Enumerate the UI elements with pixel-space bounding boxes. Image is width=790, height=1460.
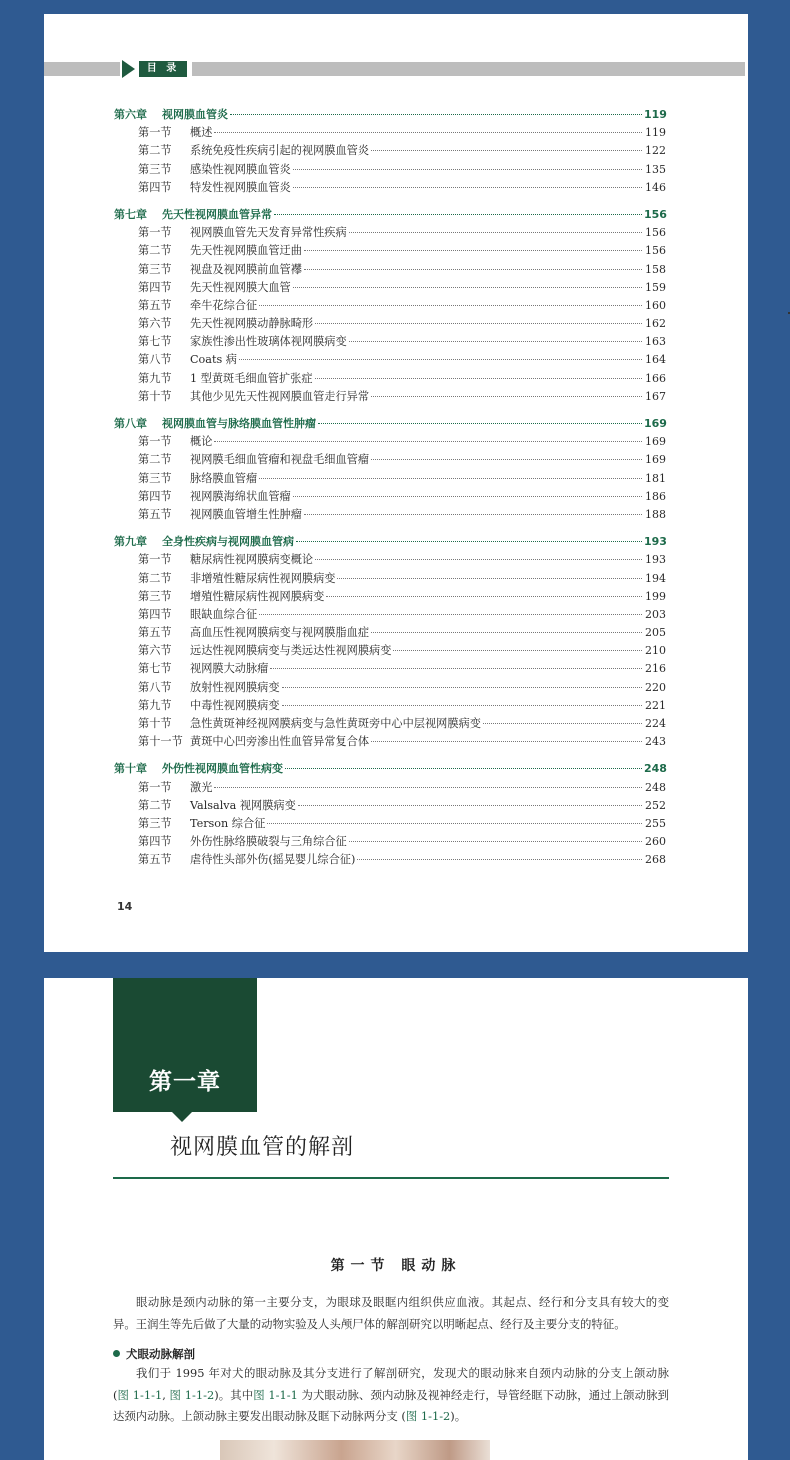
- dot-leader: [293, 287, 642, 288]
- toc-section-entry-number: 第七节: [138, 335, 172, 349]
- toc-section-entry-title: 家族性渗出性玻璃体视网膜病变: [190, 335, 347, 349]
- toc-chapter-entry-number: 第九章: [114, 535, 147, 549]
- toc-section-entry-page: 122: [645, 144, 666, 158]
- toc-section-entry-number: 第三节: [138, 262, 172, 276]
- toc-section-entry[interactable]: [114, 815, 666, 833]
- dot-leader: [304, 250, 642, 251]
- toc-chapter-entry-number: 第十章: [114, 762, 147, 776]
- toc-section-entry-number: 第十节: [138, 717, 172, 730]
- dot-leader: [337, 578, 642, 579]
- toc-section-entry-title: 视网膜大动脉瘤: [190, 662, 269, 676]
- dot-leader: [315, 323, 642, 324]
- subheading: [113, 1346, 195, 1362]
- figure-ref-link[interactable]: 图 1-1-2: [405, 1409, 451, 1423]
- chapter-label: 第一章: [149, 1069, 221, 1095]
- figure-ref-link[interactable]: 图 1-1-1: [253, 1387, 298, 1402]
- toc-section-entry-number: 第二节: [138, 798, 172, 812]
- body-text-c: 为犬眼动脉、颈内动脉及视神经走行，导管经眶下动脉，通过上颌动脉到达颈内动脉。上颌动脉主要发出眼动脉及眶下动脉两分支 (: [113, 1387, 669, 1423]
- toc-section-entry[interactable]: [114, 242, 666, 260]
- body-text-a: 我们于 1995 年对犬的眼动脉及其分支进行了解剖研究，发现犬的眼动脉来自颈内动脉的分支上颌动脉 (: [113, 1366, 669, 1402]
- dot-leader: [357, 859, 642, 860]
- toc-section-entry[interactable]: [114, 551, 666, 569]
- toc-section-entry-page: 156: [645, 244, 666, 258]
- dot-leader: [298, 805, 642, 806]
- toc-section-entry-title: 视网膜海绵状血管瘤: [190, 489, 291, 503]
- toc-section-entry-page: 205: [645, 626, 666, 640]
- toc-section-entry-title: 1 型黄斑毛细血管扩张症: [190, 371, 313, 385]
- header-bar-left: [44, 62, 120, 76]
- toc-section-entry-number: 第二节: [138, 144, 172, 158]
- toc-chapter-entry[interactable]: [114, 415, 666, 433]
- dot-leader: [315, 378, 642, 379]
- toc-section-entry[interactable]: [114, 697, 666, 715]
- toc-section-entry-number: 第一节: [138, 435, 172, 449]
- toc-section-entry-page: 186: [645, 489, 666, 503]
- toc-section-entry-page: 252: [645, 798, 666, 812]
- toc-section-entry-title: 远达性视网膜病变与类远达性视网膜病变: [190, 644, 392, 658]
- toc-section-entry-number: 第五节: [138, 626, 172, 640]
- toc-section-entry-title: 黄斑中心凹旁渗出性血管异常复合体: [190, 735, 370, 749]
- toc-section-entry-page: 203: [645, 607, 666, 621]
- toc-chapter-entry-page: 169: [644, 417, 667, 430]
- toc-section-entry-title: 增殖性糖尿病性视网膜病变: [190, 589, 325, 603]
- toc-section-entry-title: 中毒性视网膜病变: [190, 698, 280, 712]
- toc-section-entry-title: Coats 病: [190, 353, 237, 367]
- toc-section-entry-page: 135: [645, 162, 666, 176]
- toc-section-entry-page: 243: [645, 735, 666, 749]
- header-bar-right: [192, 62, 745, 76]
- dot-leader: [349, 341, 642, 342]
- toc-section-entry-title: 视网膜血管先天发育异常性疾病: [190, 226, 347, 240]
- toc-section-entry-title: 视盘及视网膜前血管襻: [190, 262, 302, 276]
- toc-section-entry[interactable]: [114, 797, 666, 815]
- dot-leader: [296, 541, 642, 542]
- toc-section-entry[interactable]: [114, 642, 666, 660]
- dot-leader: [371, 150, 642, 151]
- toc-chapter: [114, 206, 666, 406]
- dot-leader: [285, 768, 642, 769]
- toc-section-entry-page: 260: [645, 835, 666, 849]
- toc-chapter-entry-number: 第六章: [114, 108, 147, 121]
- dot-leader: [349, 841, 642, 842]
- toc-section-entry-title: Terson 综合征: [190, 816, 266, 830]
- toc-section-entry-title: 视网膜血管增生性肿瘤: [190, 507, 302, 521]
- section-title: 第一节 眼动脉: [330, 1258, 462, 1274]
- chapter-page: [44, 978, 748, 1460]
- toc-section-entry-title: 先天性视网膜血管迂曲: [190, 244, 302, 258]
- toc-section-entry-page: 166: [645, 371, 666, 385]
- toc-section-entry-number: 第九节: [138, 371, 172, 385]
- dot-leader: [259, 478, 642, 479]
- chapter-title: 视网膜血管的解剖: [170, 1135, 355, 1160]
- toc-chapter-entry-page: 119: [644, 108, 667, 121]
- toc-section-entry-page: 169: [645, 435, 666, 449]
- dot-leader: [214, 441, 642, 442]
- toc-section-entry[interactable]: [114, 488, 666, 506]
- toc-chapter-entry[interactable]: [114, 533, 666, 551]
- toc-section-entry-title: Valsalva 视网膜病变: [190, 798, 296, 812]
- dot-leader: [304, 269, 642, 270]
- dot-leader: [293, 496, 642, 497]
- toc-chapter-entry-number: 第七章: [114, 207, 147, 221]
- intro-paragraph: 眼动脉是颈内动脉的第一主要分支，为眼球及眼眶内组织供应血液。其起点、经行和分支具有较大的变异。王润生等先后做了大量的动物实验及人头颅尸体的解剖研究以明晰起点、经行及主要分支的特征。: [113, 1295, 669, 1331]
- toc-section-entry-title: 眼缺血综合征: [190, 607, 258, 621]
- toc-section-entry-number: 第三节: [138, 816, 172, 830]
- dot-leader: [393, 650, 642, 651]
- dot-leader: [259, 614, 642, 615]
- toc-section-entry[interactable]: [114, 733, 666, 751]
- toc-chapter-entry-title: 视网膜血管炎: [162, 108, 228, 121]
- toc-section-entry-number: 第五节: [138, 298, 172, 312]
- toc-section-entry-number: 第八节: [138, 353, 172, 367]
- toc-section-entry[interactable]: [114, 315, 666, 333]
- toc-section-entry-page: 248: [645, 780, 666, 794]
- toc-chapter-entry[interactable]: [114, 206, 666, 224]
- toc-section-entry-page: 156: [645, 226, 666, 240]
- toc-chapter-entry[interactable]: [114, 760, 666, 778]
- toc-section-entry-page: 268: [645, 853, 666, 867]
- dot-leader: [214, 787, 642, 788]
- toc-section-entry-page: 221: [645, 698, 666, 712]
- toc-section-entry-title: 外伤性脉络膜破裂与三角综合征: [190, 835, 347, 849]
- toc-section-entry-title: 其他少见先天性视网膜血管走行异常: [190, 389, 370, 403]
- toc-section-entry-page: 193: [645, 553, 666, 567]
- toc-list: [114, 106, 666, 879]
- toc-section-entry[interactable]: [114, 851, 666, 869]
- dot-leader: [304, 514, 642, 515]
- dot-leader: [371, 459, 642, 460]
- figure-ref-link[interactable]: 图 1-1-1: [117, 1387, 163, 1402]
- toc-section-entry-page: 146: [645, 180, 666, 194]
- toc-section-entry[interactable]: [114, 161, 666, 179]
- toc-section-entry-page: 199: [645, 589, 666, 603]
- toc-section-entry[interactable]: [114, 451, 666, 469]
- toc-section-entry-number: 第十节: [138, 389, 172, 403]
- dot-leader: [259, 305, 642, 306]
- toc-section-entry[interactable]: [114, 506, 666, 524]
- toc-section-entry-page: 188: [645, 507, 666, 521]
- toc-section-entry-page: 169: [645, 453, 666, 467]
- body-text-b: )。其中: [214, 1387, 254, 1402]
- toc-section-entry-title: 虐待性头部外伤(摇晃婴儿综合征): [190, 853, 356, 867]
- toc-section-entry-title: 非增殖性糖尿病性视网膜病变: [190, 571, 336, 585]
- toc-section-entry-number: 第一节: [138, 226, 172, 240]
- toc-section-entry-number: 第一节: [138, 780, 172, 794]
- toc-section-entry[interactable]: [114, 388, 666, 406]
- toc-section-entry-number: 第五节: [138, 853, 172, 867]
- body-text-d: )。: [450, 1409, 467, 1423]
- toc-section-entry-title: 脉络膜血管瘤: [190, 471, 258, 485]
- toc-section-entry-number: 第三节: [138, 162, 172, 176]
- toc-section-entry-title: 糖尿病性视网膜病变概论: [190, 553, 314, 567]
- toc-section-entry-number: 第七节: [138, 662, 172, 676]
- toc-section-entry[interactable]: [114, 624, 666, 642]
- toc-section-entry-number: 第四节: [138, 180, 172, 194]
- toc-section-entry-number: 第十一节: [138, 735, 183, 749]
- toc-section-entry-number: 第二节: [138, 244, 172, 258]
- toc-section-entry[interactable]: [114, 715, 666, 733]
- toc-section-entry-number: 第四节: [138, 489, 172, 503]
- toc-section-entry-page: 255: [645, 816, 666, 830]
- toc-section-entry-page: 216: [645, 662, 666, 676]
- toc-section-entry-title: 牵牛花综合征: [190, 298, 258, 312]
- chapter-label-box: [113, 978, 257, 1112]
- figure-ref-link[interactable]: 图 1-1-2: [169, 1387, 215, 1402]
- toc-section-entry[interactable]: [114, 606, 666, 624]
- toc-section-entry-number: 第八节: [138, 680, 172, 694]
- toc-section-entry-number: 第四节: [138, 280, 172, 294]
- dot-leader: [293, 169, 642, 170]
- toc-section-entry-title: 先天性视网膜大血管: [190, 280, 291, 294]
- dot-leader: [214, 132, 642, 133]
- dot-leader: [270, 668, 642, 669]
- toc-section-entry[interactable]: [114, 679, 666, 697]
- toc-section-entry-title: 概述: [190, 126, 213, 140]
- toc-chapter-entry-number: 第八章: [114, 417, 147, 430]
- dot-leader: [318, 423, 642, 424]
- toc-chapter-entry-page: 248: [644, 762, 667, 776]
- page-number: 14: [117, 900, 133, 913]
- toc-section-entry-number: 第六节: [138, 317, 172, 331]
- toc-section-entry-page: 159: [645, 280, 666, 294]
- toc-section-entry[interactable]: [114, 370, 666, 388]
- toc-section-entry[interactable]: [114, 124, 666, 142]
- toc-section-entry-page: 210: [645, 644, 666, 658]
- toc-section-entry-number: 第九节: [138, 698, 172, 712]
- toc-chapter: [114, 533, 666, 751]
- toc-section-entry[interactable]: [114, 142, 666, 160]
- toc-section-entry-number: 第三节: [138, 471, 172, 485]
- toc-section-entry-page: 158: [645, 262, 666, 276]
- toc-section-entry-number: 第四节: [138, 835, 172, 849]
- dot-leader: [267, 823, 642, 824]
- toc-section-entry-title: 急性黄斑神经视网膜病变与急性黄斑旁中心中层视网膜病变: [190, 717, 481, 730]
- dot-leader: [282, 687, 642, 688]
- toc-section-entry-page: 164: [645, 353, 666, 367]
- toc-chapter: [114, 106, 666, 197]
- toc-section-entry-page: 194: [645, 571, 666, 585]
- toc-section-entry-page: 162: [645, 317, 666, 331]
- toc-header: [44, 60, 748, 78]
- toc-section-entry-title: 激光: [190, 780, 213, 794]
- toc-section-entry-number: 第一节: [138, 126, 172, 140]
- toc-section-entry[interactable]: [114, 351, 666, 369]
- toc-chapter-entry[interactable]: [114, 106, 666, 124]
- chapter-divider: [113, 1177, 669, 1179]
- toc-chapter-entry-page: 193: [644, 535, 667, 549]
- toc-section-entry-number: 第三节: [138, 589, 172, 603]
- toc-section-entry[interactable]: [114, 779, 666, 797]
- toc-page: [44, 14, 748, 952]
- toc-section-entry-number: 第六节: [138, 644, 172, 658]
- dot-leader: [371, 396, 642, 397]
- toc-section-entry-number: 第一节: [138, 553, 172, 567]
- toc-section-entry-page: 167: [645, 389, 666, 403]
- toc-section-entry[interactable]: [114, 570, 666, 588]
- toc-chapter-entry-title: 视网膜血管与脉络膜血管性肿瘤: [162, 417, 316, 430]
- toc-section-entry[interactable]: [114, 179, 666, 197]
- dot-leader: [349, 232, 642, 233]
- toc-section-entry[interactable]: [114, 433, 666, 451]
- chapter-box-pointer: [172, 1112, 192, 1122]
- toc-section-entry-page: 224: [645, 717, 666, 730]
- toc-section-entry-page: 163: [645, 335, 666, 349]
- toc-section-entry-title: 系统免疫性疾病引起的视网膜血管炎: [190, 144, 370, 158]
- dot-leader: [239, 359, 642, 360]
- toc-section-entry-page: 181: [645, 471, 666, 485]
- toc-chapter-entry-title: 外伤性视网膜血管性病变: [162, 762, 283, 776]
- toc-section-entry-page: 160: [645, 298, 666, 312]
- toc-section-entry-title: 概论: [190, 435, 213, 449]
- toc-section-entry-page: 119: [645, 126, 666, 140]
- toc-section-entry[interactable]: [114, 297, 666, 315]
- dot-leader: [326, 596, 642, 597]
- dot-leader: [315, 559, 642, 560]
- subheading-text: 犬眼动脉解剖: [126, 1347, 195, 1361]
- toc-chapter: [114, 760, 666, 869]
- toc-section-entry[interactable]: [114, 333, 666, 351]
- toc-section-entry[interactable]: [114, 224, 666, 242]
- bullet-dot-icon: [113, 1350, 120, 1357]
- toc-section-entry[interactable]: [114, 588, 666, 606]
- toc-section-entry-number: 第二节: [138, 453, 172, 467]
- dot-leader: [274, 214, 642, 215]
- dot-leader: [371, 741, 642, 742]
- play-arrow-icon: [122, 60, 135, 78]
- dot-leader: [282, 705, 642, 706]
- toc-chapter-entry-page: 156: [644, 207, 667, 221]
- toc-section-entry-title: 放射性视网膜病变: [190, 680, 280, 694]
- toc-chapter-entry-title: 全身性疾病与视网膜血管病: [162, 535, 294, 549]
- toc-section-entry-title: 视网膜毛细血管瘤和视盘毛细血管瘤: [190, 453, 370, 467]
- toc-section-entry-number: 第二节: [138, 571, 172, 585]
- toc-section-entry[interactable]: [114, 660, 666, 678]
- toc-section-entry[interactable]: [114, 470, 666, 488]
- toc-chapter: [114, 415, 666, 524]
- dot-leader: [230, 114, 642, 115]
- toc-section-entry[interactable]: [114, 833, 666, 851]
- toc-section-entry-page: 220: [645, 680, 666, 694]
- toc-chapter-entry-title: 先天性视网膜血管异常: [162, 207, 272, 221]
- body-paragraph: [113, 1363, 669, 1428]
- body-sep: ,: [162, 1387, 170, 1402]
- toc-section-entry-title: 感染性视网膜血管炎: [190, 162, 291, 176]
- toc-section-entry-number: 第五节: [138, 507, 172, 521]
- toc-header-label: 目 录: [139, 61, 187, 77]
- dot-leader: [483, 723, 642, 724]
- dot-leader: [371, 632, 642, 633]
- toc-section-entry[interactable]: [114, 261, 666, 279]
- toc-section-entry-title: 先天性视网膜动静脉畸形: [190, 317, 314, 331]
- toc-section-entry[interactable]: [114, 279, 666, 297]
- toc-section-entry-title: 特发性视网膜血管炎: [190, 180, 291, 194]
- toc-section-entry-title: 高血压性视网膜病变与视网膜脂血症: [190, 626, 370, 640]
- toc-section-entry-number: 第四节: [138, 607, 172, 621]
- figure-image: [220, 1440, 490, 1460]
- dot-leader: [293, 187, 642, 188]
